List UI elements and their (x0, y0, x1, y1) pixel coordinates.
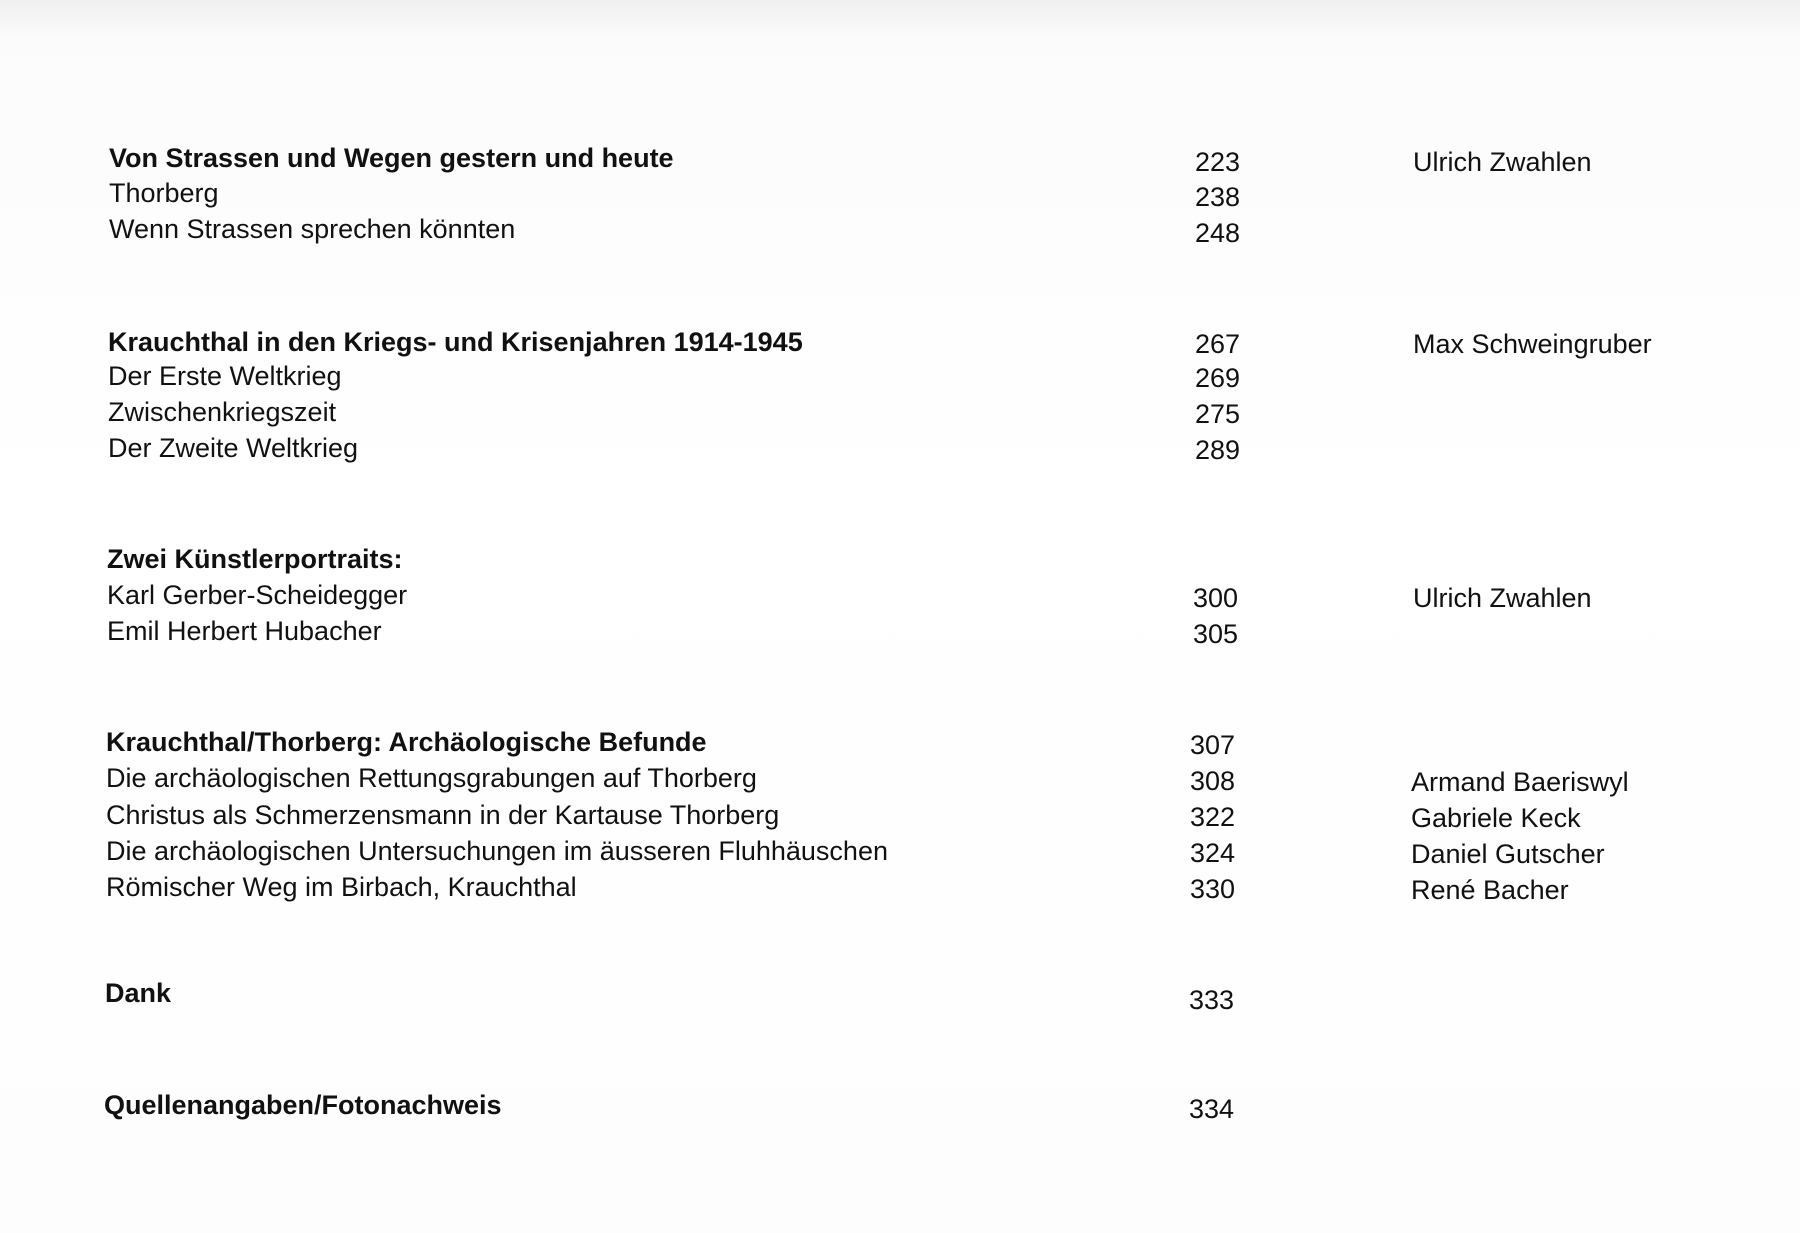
toc-entry-row[interactable] (0, 833, 1800, 869)
toc-entry-row[interactable] (0, 175, 1800, 211)
toc-heading-row[interactable] (0, 140, 1800, 176)
toc-heading-title: Krauchthal/Thorberg: Archäologische Befunde (106, 727, 707, 757)
toc-entry-row[interactable] (0, 613, 1800, 649)
toc-author: Gabriele Keck (1411, 803, 1581, 833)
toc-entry-title: Christus als Schmerzensmann in der Kartause Thorberg (106, 800, 780, 830)
toc-page-number: 275 (1194, 399, 1240, 429)
toc-page-number: 267 (1194, 329, 1240, 359)
toc-heading-title: Dank (105, 978, 172, 1008)
toc-entry-title: Karl Gerber-Scheidegger (107, 580, 408, 610)
toc-author: Max Schweingruber (1413, 329, 1652, 359)
toc-heading-title: Zwei Künstlerportraits: (107, 544, 403, 574)
toc-page-number: 324 (1189, 838, 1235, 868)
toc-heading-title: Krauchthal in den Kriegs- und Krisenjahren 1914-1945 (108, 327, 803, 357)
toc-page-number: 269 (1194, 363, 1240, 393)
toc-entry-title: Die archäologischen Rettungsgrabungen auf Thorberg (106, 763, 757, 793)
toc-author: René Bacher (1411, 875, 1569, 905)
toc-page-number: 330 (1189, 874, 1235, 904)
toc-heading-row[interactable] (0, 975, 1800, 1015)
toc-page-number: 248 (1194, 218, 1240, 248)
toc-heading-row[interactable] (0, 724, 1800, 760)
toc-heading-title: Von Strassen und Wegen gestern und heute (109, 143, 674, 173)
toc-page-number: 308 (1189, 766, 1235, 796)
toc-entry-title: Römischer Weg im Birbach, Krauchthal (106, 872, 577, 902)
toc-page-number: 238 (1194, 182, 1240, 212)
toc-entry-row[interactable] (0, 797, 1800, 833)
toc-heading-row[interactable] (0, 1087, 1800, 1123)
toc-entry-row[interactable] (0, 394, 1800, 430)
toc-entry-title: Der Erste Weltkrieg (108, 361, 342, 391)
toc-entry-row[interactable] (0, 577, 1800, 613)
toc-entry-row[interactable] (0, 358, 1800, 394)
toc-heading-row[interactable] (0, 324, 1800, 360)
toc-author: Ulrich Zwahlen (1413, 147, 1592, 177)
toc-page-number: 305 (1192, 619, 1238, 649)
toc-page-number: 300 (1192, 583, 1238, 613)
toc-entry-row[interactable] (0, 869, 1800, 905)
toc-entry-title: Die archäologischen Untersuchungen im äusseren Fluhhäuschen (106, 836, 888, 866)
toc-entry-row[interactable] (0, 760, 1800, 796)
toc-entry-row[interactable] (0, 430, 1800, 466)
toc-entry-title: Emil Herbert Hubacher (107, 616, 382, 646)
toc-page-number: 322 (1189, 802, 1235, 832)
toc-page-number: 334 (1188, 1094, 1234, 1124)
toc-entry-row[interactable] (0, 211, 1800, 247)
toc-author: Daniel Gutscher (1411, 839, 1605, 869)
toc-entry-title: Der Zweite Weltkrieg (108, 433, 359, 463)
toc-page-number: 333 (1188, 985, 1234, 1015)
toc-entry-title: Wenn Strassen sprechen könnten (109, 214, 516, 244)
toc-heading-row[interactable] (0, 541, 1800, 577)
toc-entry-title: Zwischenkriegszeit (108, 397, 337, 427)
toc-author: Ulrich Zwahlen (1413, 583, 1592, 613)
toc-author: Armand Baeriswyl (1411, 767, 1629, 797)
toc-page-number: 223 (1194, 147, 1240, 177)
toc-entry-title: Thorberg (109, 178, 219, 208)
toc-page-number: 289 (1194, 435, 1240, 465)
page-edge-shadow (0, 0, 1800, 40)
toc-heading-title: Quellenangaben/Fotonachweis (104, 1090, 502, 1120)
toc-page-number: 307 (1189, 730, 1235, 760)
